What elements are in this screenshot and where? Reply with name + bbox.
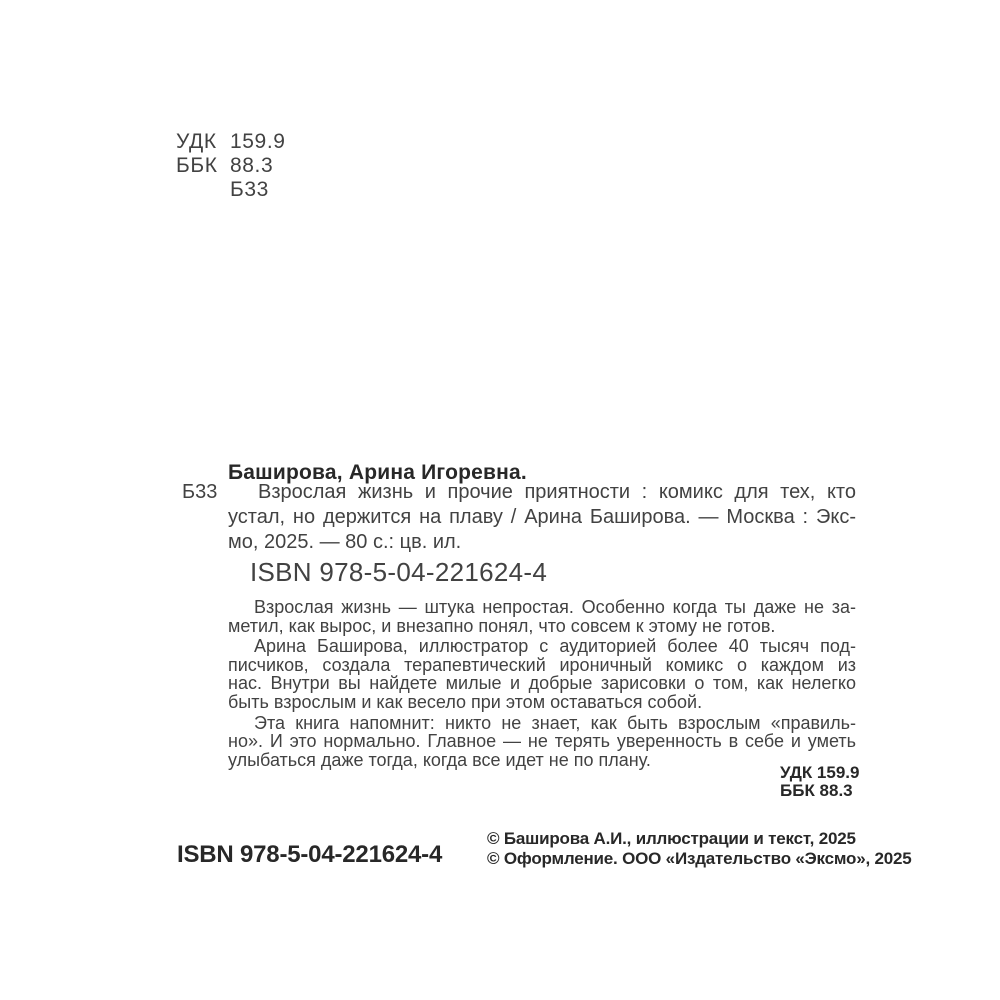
author-sign-row	[176, 178, 286, 202]
top-classification-block	[176, 130, 286, 202]
bbk-label: ББК	[176, 154, 218, 177]
udk-label: УДК	[176, 130, 217, 153]
annotation-paragraph	[228, 637, 856, 711]
annotation-line: Эта книга напомнит: никто не знает, как быть взрослым «правиль-	[254, 712, 856, 733]
bottom-classification-block	[780, 764, 859, 800]
bbk-bottom: ББК 88.3	[780, 781, 853, 800]
annotation-line: нас. Внутри вы найдете милые и добрые зарисовки о том, как нелегко	[228, 673, 856, 694]
author-sign-value: Б33	[230, 178, 269, 201]
bibliographic-record	[182, 480, 856, 555]
udk-bottom: УДК 159.9	[780, 763, 860, 782]
annotation-line: но». И это нормально. Главное — не терять уверенность в себе и уметь	[228, 731, 856, 752]
author-heading: Баширова, Арина Игоревна.	[228, 461, 527, 484]
annotation-paragraph	[228, 714, 856, 770]
bibliographic-line: мо, 2025. — 80 с.: цв. ил.	[228, 531, 462, 553]
isbn-footer: ISBN 978-5-04-221624-4	[177, 841, 443, 868]
annotation-line: Взрослая жизнь — штука непростая. Особенно когда ты даже не за-	[254, 597, 856, 617]
annotation-line: Арина Баширова, иллюстратор с аудиторией более 40 тысяч под-	[254, 636, 856, 657]
udk-row	[176, 130, 286, 154]
udk-value: 159.9	[230, 130, 286, 153]
author-sign-code: Б33	[182, 481, 218, 503]
annotation-block	[228, 598, 856, 769]
copyright-line-publisher: © Оформление. ООО «Издательство «Эксмо», 2025	[487, 849, 912, 868]
bbk-value: 88.3	[230, 154, 274, 177]
copyright-line-author: © Баширова А.И., иллюстрации и текст, 2025	[487, 829, 856, 848]
bbk-row	[176, 154, 286, 178]
isbn-middle: ISBN 978-5-04-221624-4	[250, 557, 548, 587]
annotation-line: метил, как вырос, и внезапно понял, что совсем к этому не готов.	[228, 615, 776, 636]
annotation-line: писчиков, создала терапевтический ироничный комикс о каждом из	[228, 654, 856, 675]
annotation-line: улыбаться даже тогда, когда все идет не по плану.	[228, 749, 651, 770]
annotation-line: быть взрослым и как весело при этом оставаться собой.	[228, 691, 703, 712]
copyright-block	[487, 829, 912, 869]
bibliographic-line: Взрослая жизнь и прочие приятности : комикс для тех, кто	[258, 481, 856, 503]
annotation-paragraph	[228, 598, 856, 635]
author-sign-spacer	[176, 178, 230, 202]
bibliographic-line: устал, но держится на плаву / Арина Баширова. — Москва : Экс-	[228, 506, 856, 528]
